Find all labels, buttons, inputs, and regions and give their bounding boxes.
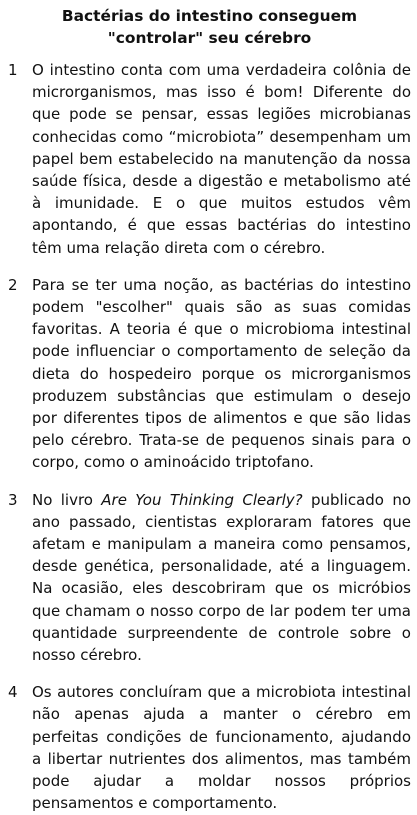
paragraph-number: 1 xyxy=(8,61,18,79)
paragraph-3 xyxy=(8,489,411,667)
paragraph-4 xyxy=(8,681,411,814)
paragraph-2 xyxy=(8,274,411,474)
paragraph-text: Para se ter uma noção, as bactérias do intestino podem "escolher" quais são as suas comidas favoritas. A teoria é que o microbioma intestinal pode influenciar o comportamento de seleção da dieta do hospedeiro porque os microrganismos produzem substâncias que estimulam o desejo por diferentes tipos de alimentos e que são lidas pelo cérebro. Trata-se de pequenos sinais para o corpo, como o aminoácido triptofano. xyxy=(32,275,411,472)
paragraph-number: 2 xyxy=(8,275,18,294)
paragraph-text: O intestino conta com uma verdadeira colônia de microrganismos, mas isso é bom! Diferente do que pode se pensar, essas legiões microbianas conhecidas como “microbiota” desempenham um papel bem estabelecido na manutenção da nossa saúde física, desde a digestão e metabolismo até à imunidade. E o que muitos estudos vêm apontando, é que essas bactérias do intestino têm uma relação direta com o cérebro. xyxy=(32,61,411,257)
paragraph-text-before: No livro xyxy=(32,490,102,509)
paragraph-number: 3 xyxy=(8,490,18,509)
paragraph-text: Os autores concluíram que a microbiota intestinal não apenas ajuda a manter o cérebro em perfeitas condições de funcionamento, ajudando a libertar nutrientes dos alimentos, mas também pode ajudar a moldar nossos próprios pensamentos e comportamento. xyxy=(32,683,411,813)
paragraph-number: 4 xyxy=(8,683,18,702)
paragraph-text xyxy=(32,489,411,667)
book-title: Are You Thinking Clearly? xyxy=(101,490,303,509)
paragraph-text-after: publicado no ano passado, cientistas exploraram fatores que afetam e manipulam a maneira como pensamos, desde genética, personalidade, até a linguagem. Na ocasião, eles descobriram que os micróbios que chamam o nosso corpo de lar podem ter uma quantidade surpreendente de controle sobre o nosso cérebro. xyxy=(32,490,411,665)
paragraph-1 xyxy=(8,59,411,259)
article-title: Bactérias do intestino conseguem "controlar" seu cérebro xyxy=(61,7,358,47)
